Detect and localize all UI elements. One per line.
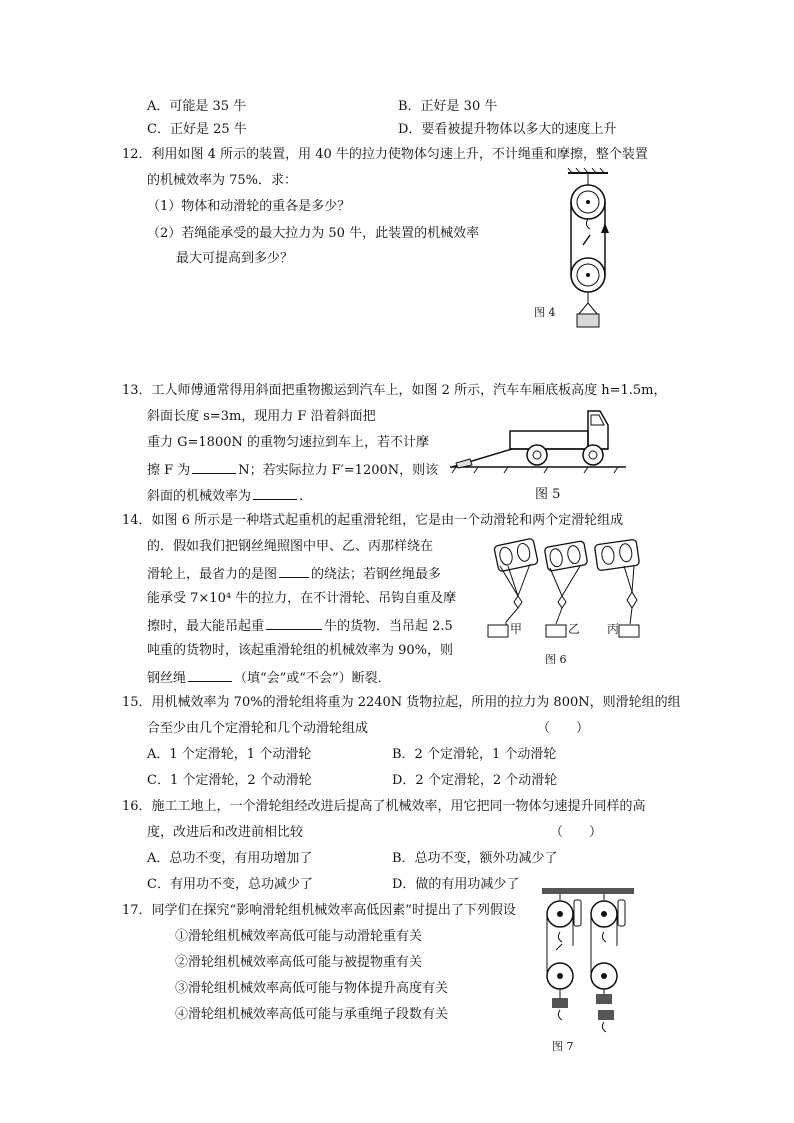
q17-hypothesis-1: ①滑轮组机械效率高低可能与动滑轮重有关 (175, 929, 423, 944)
q12-line1: 12．利用如图 4 所示的装置，用 40 牛的拉力使物体匀速上升，不计绳重和摩擦，整个装置 (122, 147, 648, 162)
q13-line4: 擦 F 为 N；若实际拉力 F′=1200N，则该 (147, 459, 438, 481)
q15-option-d: D．2 个定滑轮，2 个动滑轮 (392, 773, 558, 788)
q14-line7: 钢丝绳 （填“会”或“不会”）断裂． (147, 667, 391, 689)
q16-option-a: A．总功不变，有用功增加了 (147, 851, 313, 866)
q13-blank-force[interactable] (192, 459, 236, 474)
q12-sub1: （1）物体和动滑轮的重各是多少？ (147, 199, 351, 214)
q11-option-b: B．正好是 30 牛 (398, 99, 498, 114)
q17-hypothesis-4: ④滑轮组机械效率高低可能与承重绳子段数有关 (175, 1007, 449, 1022)
figure-6-label-yi: 乙 (568, 622, 581, 636)
q13-line1: 13．工人师傅通常得用斜面把重物搬运到汽车上，如图 2 所示，汽车车厢底板高度 h=1.5m， (122, 383, 667, 398)
figure-5-truck-ramp (448, 403, 628, 475)
q11-option-d: D．要看被提升物体以多大的速度上升 (398, 122, 617, 137)
q15-option-c: C．1 个定滑轮，2 个动滑轮 (147, 773, 312, 788)
q16-option-c: C．有用功不变，总功减少了 (147, 877, 313, 892)
q13-line3: 重力 G=1800N 的重物匀速拉到车上，若不计摩 (147, 435, 430, 450)
figure-4-caption: 图 4 (534, 306, 556, 319)
q16-answer-paren[interactable]: （ ） (550, 825, 603, 840)
q11-option-a: A．可能是 35 牛 (147, 99, 247, 114)
pulley-arrangement-yi (544, 541, 588, 637)
q12-line2: 的机械效率为 75%．求： (147, 173, 298, 188)
q14-blank-load[interactable] (266, 615, 322, 630)
q11-option-c: C．正好是 25 牛 (147, 122, 247, 137)
figure-7-caption: 图 7 (552, 1040, 574, 1053)
figure-6-caption: 图 6 (545, 653, 567, 666)
q14-line3: 滑轮上，最省力的是图 的绕法；若钢丝绳最多 (147, 563, 441, 585)
q17-hypothesis-3: ③滑轮组机械效率高低可能与物体提升高度有关 (175, 981, 449, 996)
q16-line1: 16．施工工地上，一个滑轮组经改进后提高了机械效率，用它把同一物体匀速提升同样的高 (122, 799, 646, 814)
q13-blank-efficiency[interactable] (253, 485, 297, 500)
q14-line6: 吨重的货物时，该起重滑轮组的机械效率为 90%，则 (147, 643, 454, 658)
q15-option-b: B．2 个定滑轮，1 个动滑轮 (392, 747, 557, 762)
q14-line4: 能承受 7×10⁴ 牛的拉力，在不计滑轮、吊钩自重及摩 (147, 591, 457, 606)
q15-answer-paren[interactable]: （ ） (537, 721, 590, 736)
q17-line1: 17．同学们在探究“影响滑轮组机械效率高低因素”时提出了下列假设 (122, 903, 516, 918)
figure-6-label-bing: 丙 (607, 622, 620, 636)
q15-line2: 合至少由几个定滑轮和几个动滑轮组成 (147, 721, 369, 736)
q14-line2: 的．假如我们把钢丝绳照图中甲、乙、丙那样绕在 (147, 539, 434, 554)
q14-line1: 14．如图 6 所示是一种塔式起重机的起重滑轮组，它是由一个动滑轮和两个定滑轮组成 (122, 513, 624, 528)
q14-blank-figure[interactable] (279, 563, 309, 578)
q12-sub2: （2）若绳能承受的最大拉力为 50 牛，此装置的机械效率 (147, 226, 480, 241)
q15-line1: 15．用机械效率为 70%的滑轮组将重为 2240N 货物拉起，所用的拉力为 800N，则滑轮组的组 (122, 695, 681, 710)
q13-line2: 斜面长度 s=3m，现用力 F 沿着斜面把 (147, 409, 376, 424)
q16-line2: 度，改进后和改进前相比较 (147, 825, 304, 840)
q16-option-b: B．总功不变，额外功减少了 (392, 851, 558, 866)
figure-7-pulley-setups (538, 886, 638, 1036)
q15-option-a: A．1 个定滑轮，1 个动滑轮 (147, 747, 312, 762)
q16-option-d: D．做的有用功减少了 (392, 877, 520, 892)
q14-line5: 擦时，最大能吊起重 牛的货物．当吊起 2.5 (147, 615, 453, 637)
figure-6-label-jia: 甲 (510, 622, 523, 636)
q17-hypothesis-2: ②滑轮组机械效率高低可能与被提物重有关 (175, 955, 423, 970)
q13-line5: 斜面的机械效率为 . (147, 485, 303, 507)
q12-sub2b: 最大可提高到多少？ (176, 251, 294, 266)
q14-blank-break[interactable] (188, 667, 232, 682)
figure-5-caption: 图 5 (535, 487, 561, 502)
